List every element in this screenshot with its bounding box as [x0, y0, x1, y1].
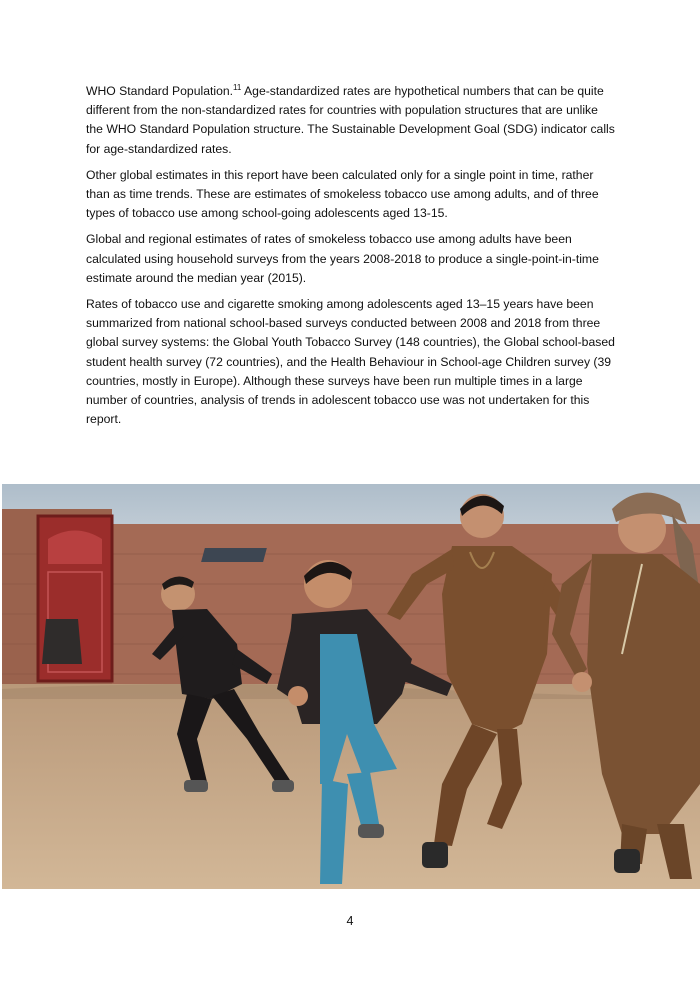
paragraph-1-rest: Age-standardized rates are hypothetical numbers that can be quite different from the non-standardized rates for countries with population structures that are unlike the WHO Standard Population structure. The Sustainable Development Goal (SDG) indicator calls for age-standardized rates. — [86, 84, 615, 156]
paragraph-1 — [86, 82, 618, 159]
photo-boys-running — [2, 484, 700, 889]
solar-panel — [201, 548, 267, 562]
paragraph-4: Rates of tobacco use and cigarette smoking among adolescents aged 13–15 years have been summarized from national school-based surveys conducted between 2008 and 2018 from three global survey systems: the Global Youth Tobacco Survey (148 countries), the Global school-based student health survey (72 countries), and the Health Behaviour in School-age Children survey (39 countries, mostly in Europe). Although these surveys have been run multiple times in a large number of countries, analysis of trends in adolescent tobacco use was not undertaken for this report. — [86, 297, 615, 427]
photo-illustration — [2, 484, 700, 889]
paragraph-2: Other global estimates in this report have been calculated only for a single point in time, rather than as time trends. These are estimates of smokeless tobacco use among adults, and of three types of tobacco use among school-going adolescents aged 13-15. — [86, 167, 599, 221]
paragraph-3: Global and regional estimates of rates of smokeless tobacco use among adults have been calculated using household surveys from the years 2008-2018 to produce a single-point-in-time estimate around the median year (2015). — [86, 232, 599, 285]
page-number: 4 — [346, 914, 354, 928]
footnote-ref-11[interactable]: 11 — [233, 82, 242, 92]
paragraph-1-start: WHO Standard Population. — [86, 84, 234, 98]
body-text — [86, 82, 618, 436]
